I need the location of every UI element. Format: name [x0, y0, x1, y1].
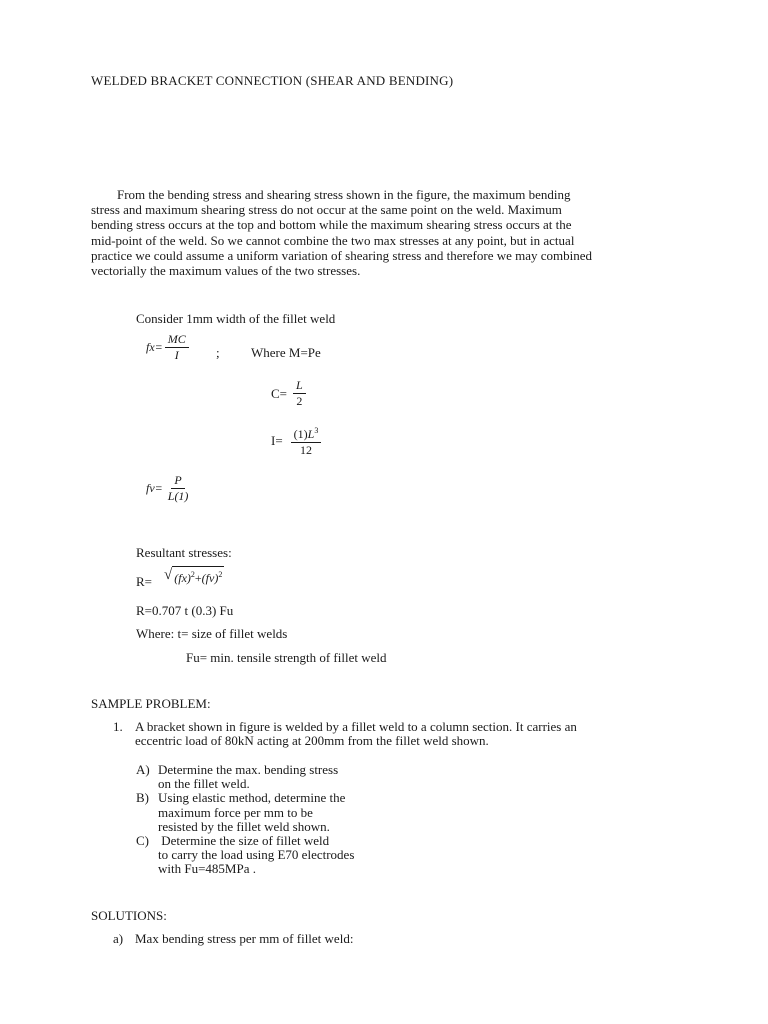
- problem-item: [113, 720, 577, 748]
- solution-a-item: [113, 932, 353, 946]
- problem-spacer: [113, 734, 135, 748]
- fx-lhs: fx=: [146, 340, 163, 354]
- r-fx-exp: 2: [190, 570, 195, 579]
- r-plus: +: [194, 571, 202, 585]
- r-sqrt: [164, 566, 224, 586]
- r-fv-exp: 2: [218, 570, 223, 579]
- fv-lhs: fv=: [146, 481, 163, 495]
- task-row: [136, 806, 354, 820]
- task-line: maximum force per mm to be: [158, 804, 313, 820]
- solutions-heading: SOLUTIONS:: [91, 908, 167, 923]
- c-numerator: L: [293, 379, 306, 394]
- task-mark: C): [136, 833, 149, 849]
- i-numerator: [291, 424, 322, 443]
- i-lhs: I=: [271, 432, 283, 448]
- i-numerator-coef: (1): [293, 427, 308, 441]
- where-t-text: Where: t= size of fillet welds: [136, 626, 288, 641]
- task-line: Determine the size of fillet weld: [158, 833, 330, 849]
- i-numerator-var: L: [307, 427, 315, 441]
- intro-line: mid-point of the weld. So we cannot combine the two max stresses at any point, but in actual: [91, 232, 575, 248]
- task-row: [136, 834, 354, 848]
- task-line: to carry the load using E70 electrodes: [158, 847, 355, 863]
- intro-line: practice we could assume a uniform variation of shearing stress and therefore we may combined: [91, 247, 593, 263]
- fv-numerator: P: [171, 474, 184, 489]
- c-denominator: 2: [296, 394, 303, 408]
- task-row: [136, 777, 354, 791]
- r-fv-term: (fv): [201, 571, 219, 585]
- r-fx-term: (fx): [174, 571, 191, 585]
- task-row: [136, 820, 354, 834]
- fx-numerator: MC: [165, 333, 189, 348]
- solution-line: Max bending stress per mm of fillet weld:: [135, 931, 354, 946]
- fx-equation: [146, 333, 191, 362]
- c-lhs: C=: [271, 385, 288, 401]
- resultant-text: Resultant stresses:: [136, 545, 232, 560]
- sample-problem-heading: SAMPLE PROBLEM:: [91, 696, 211, 711]
- task-list: [136, 763, 354, 877]
- c-equation: [271, 379, 308, 408]
- sqrt-symbol: √: [164, 567, 173, 583]
- fu-definition-text: Fu= min. tensile strength of fillet weld: [186, 650, 387, 665]
- solution-row: [113, 932, 353, 946]
- problem-line: eccentric load of 80kN acting at 200mm from the fillet weld shown.: [135, 733, 489, 749]
- intro-line: vectorially the maximum values of the two stresses.: [91, 263, 361, 279]
- fx-fraction: [165, 333, 189, 362]
- problem-row: [113, 720, 577, 734]
- intro-line: bending stress occurs at the top and bottom while the maximum shearing stress occurs at the: [91, 217, 572, 233]
- i-fraction: [291, 424, 322, 457]
- where-m-text: Where M=Pe: [251, 345, 321, 360]
- task-mark: A): [136, 762, 150, 777]
- fv-denominator: L(1): [167, 489, 189, 503]
- problem-number: 1.: [113, 719, 123, 734]
- i-equation: [271, 424, 323, 457]
- problem-line: A bracket shown in figure is welded by a fillet weld to a column section. It carries an: [135, 719, 577, 734]
- r-formula-text: R=0.707 t (0.3) Fu: [136, 603, 234, 618]
- solution-mark: a): [113, 931, 124, 946]
- task-line: Using elastic method, determine the: [158, 790, 346, 806]
- document-title: WELDED BRACKET CONNECTION (SHEAR AND BENDING): [91, 73, 454, 88]
- problem-row: [113, 734, 577, 748]
- task-line: Determine the max. bending stress: [158, 762, 339, 777]
- r-lhs: R=: [136, 574, 153, 589]
- r-sqrt-expression: [164, 566, 224, 586]
- semicolon: ;: [216, 345, 220, 360]
- intro-paragraph: [91, 187, 691, 278]
- task-row: [136, 791, 354, 805]
- r-sqrt-radicand: [172, 566, 224, 586]
- intro-line: From the bending stress and shearing stress shown in the figure, the maximum bending: [117, 187, 571, 202]
- fx-denominator: I: [174, 348, 179, 362]
- intro-line: stress and maximum shearing stress do not occur at the same point on the weld. Maximum: [91, 202, 562, 218]
- fv-equation: [146, 474, 193, 503]
- task-line: resisted by the fillet weld shown.: [158, 818, 330, 834]
- i-denominator: 12: [300, 443, 313, 457]
- task-mark: B): [136, 790, 149, 806]
- consider-text: Consider 1mm width of the fillet weld: [136, 311, 336, 326]
- c-fraction: [293, 379, 306, 408]
- task-line: on the fillet weld.: [158, 776, 250, 792]
- task-line: with Fu=485MPa .: [158, 861, 256, 877]
- i-numerator-exp: 3: [314, 426, 319, 435]
- fv-fraction: [165, 474, 192, 503]
- task-row: [136, 862, 354, 876]
- task-row: [136, 848, 354, 862]
- task-row: [136, 763, 354, 777]
